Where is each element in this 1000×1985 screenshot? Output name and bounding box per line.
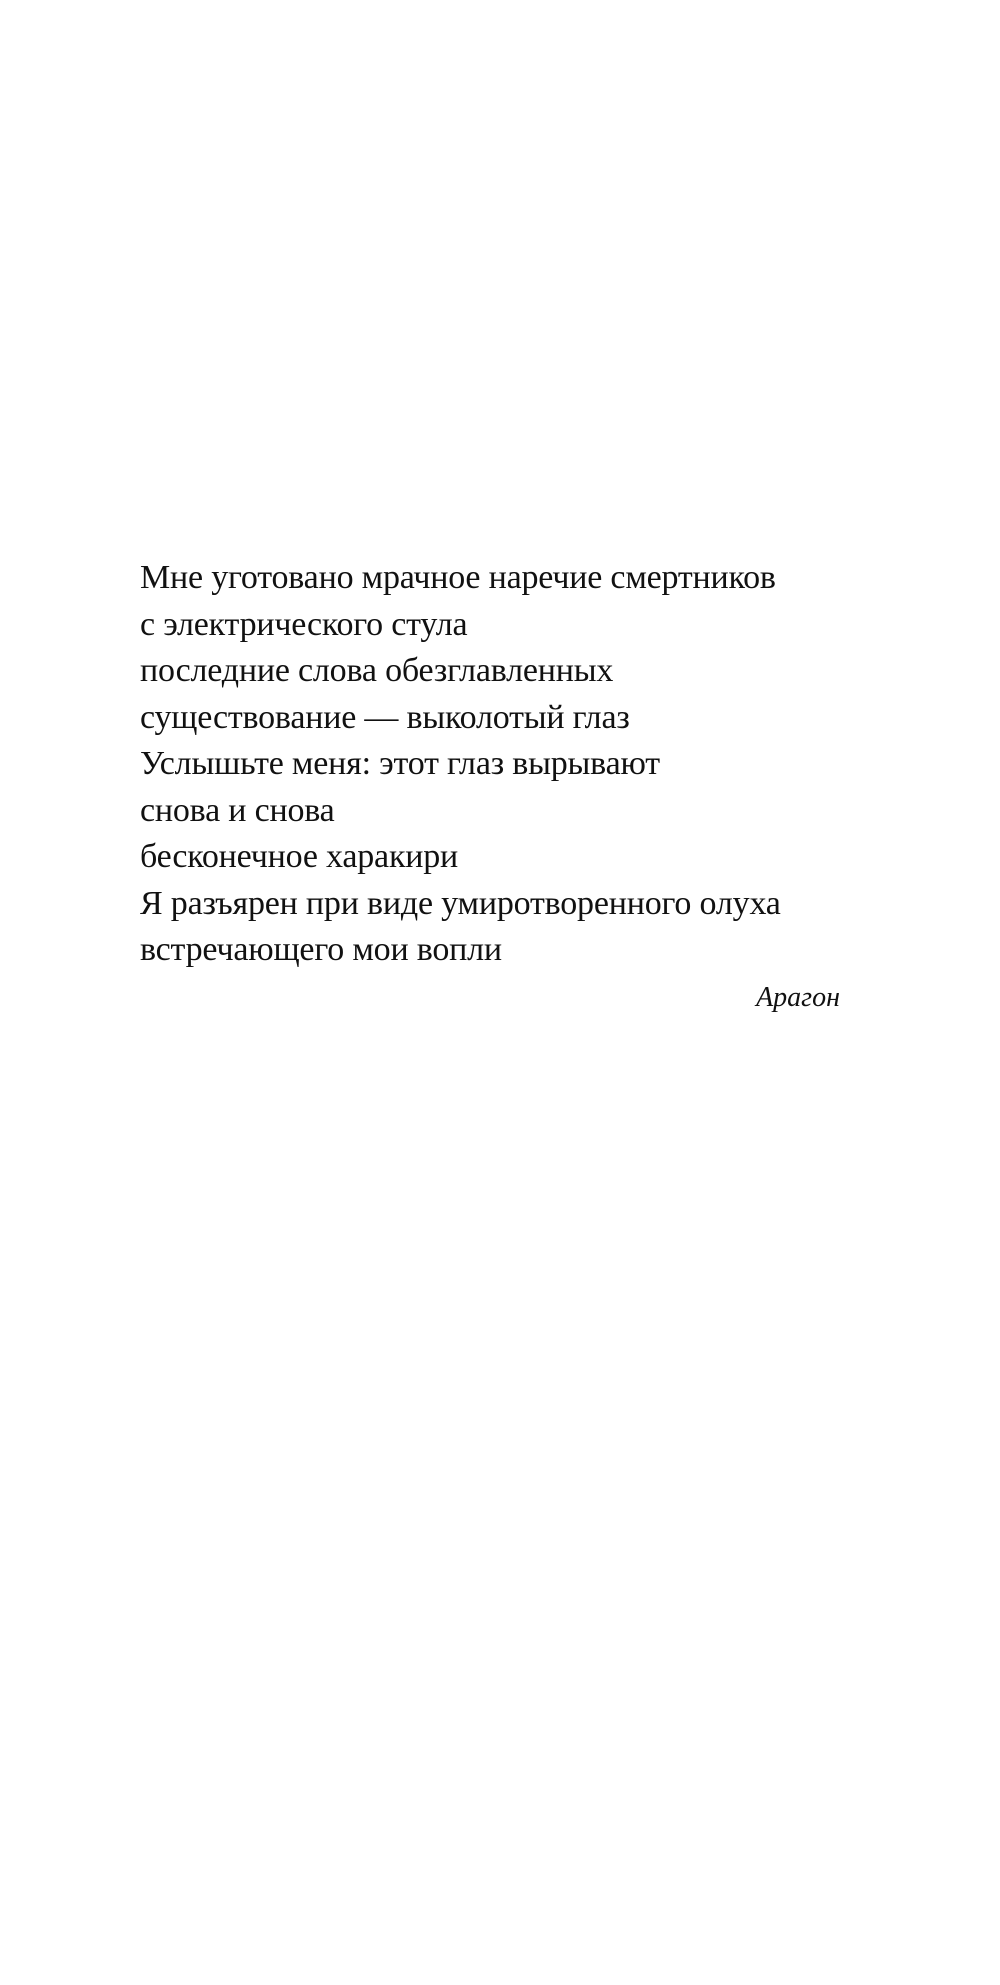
epigraph (140, 555, 840, 1018)
verse-line: встречающего мои вопли (140, 931, 502, 968)
verse-line: бесконечное харакири (140, 838, 459, 875)
verse-line: последние слова обезглавленных (140, 652, 614, 689)
epigraph-verse (140, 555, 840, 974)
verse-line: Услышьте меня: этот глаз вырывают (140, 745, 660, 782)
verse-line: снова и снова (140, 791, 335, 829)
verse-line: существование — выколотый глаз (140, 698, 630, 736)
verse-line: с электрического стула (140, 605, 468, 643)
verse-line: Мне уготовано мрачное наречие смертников (140, 559, 776, 596)
epigraph-author: Арагон (756, 981, 840, 1013)
verse-line: Я разъярен при виде умиротворенного олуха (140, 884, 781, 922)
